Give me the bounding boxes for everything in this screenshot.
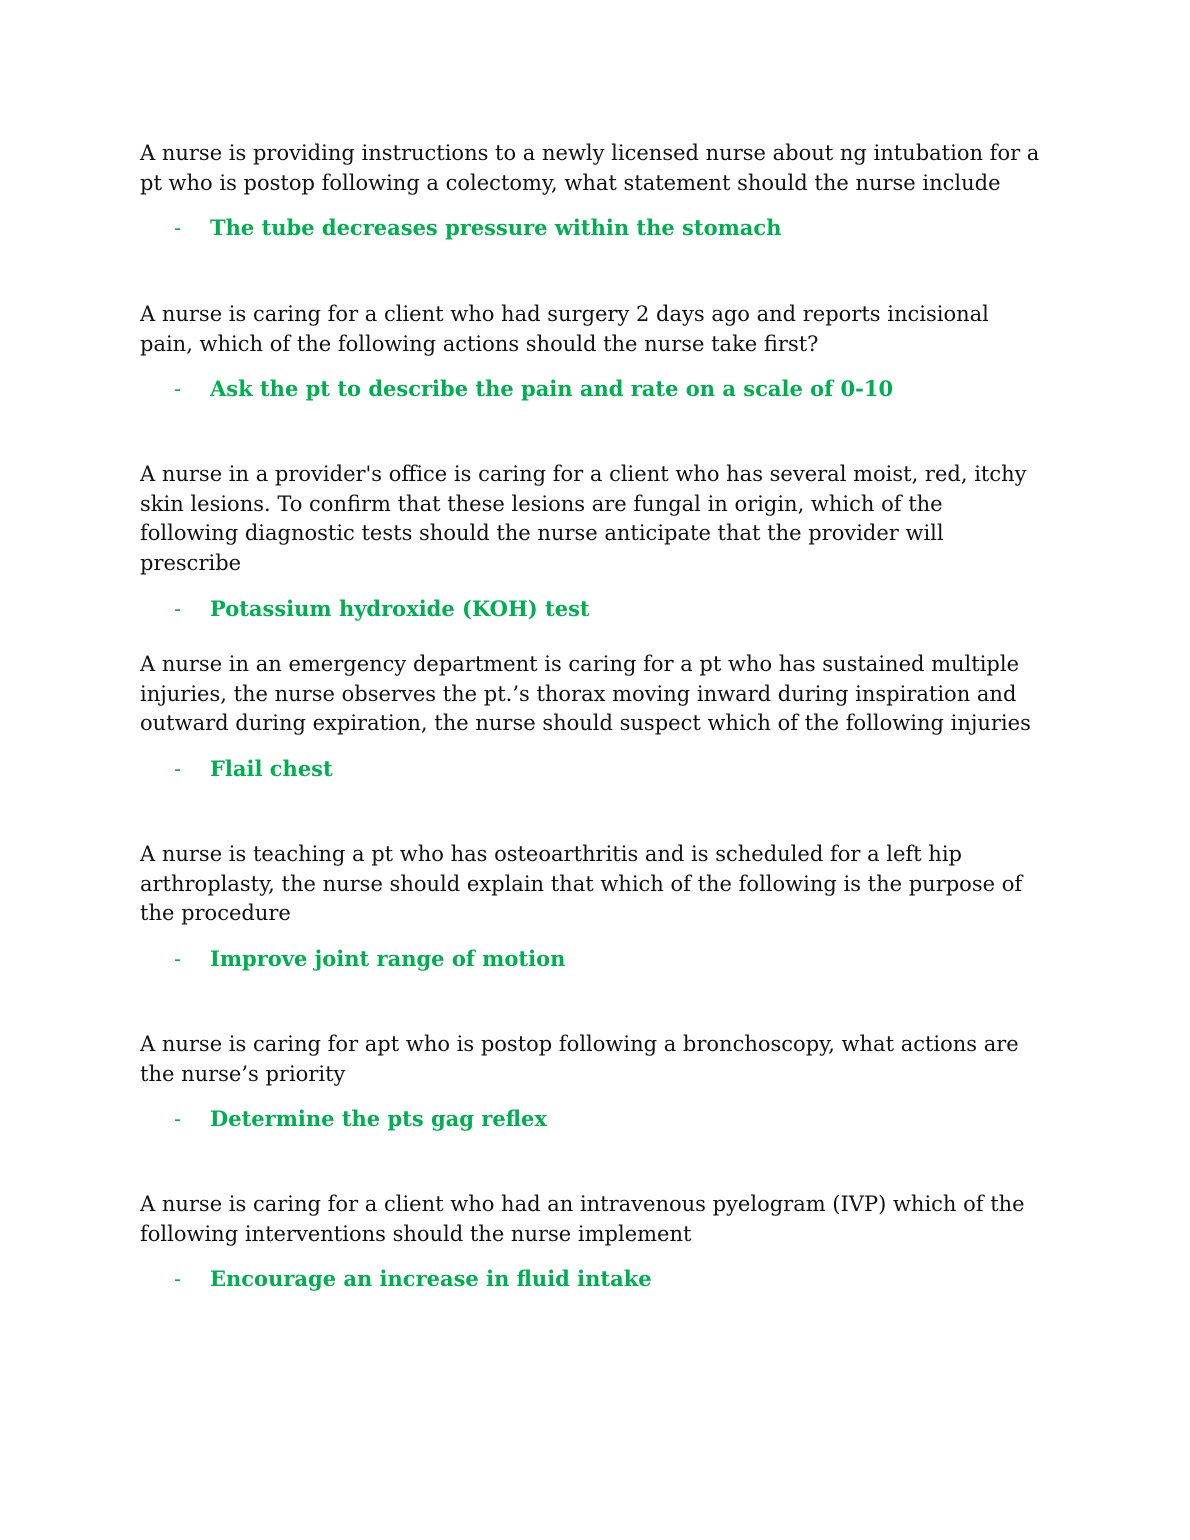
bullet-dash: - [174, 1267, 182, 1292]
qa-item [140, 1190, 1040, 1295]
answer-text: Ask the pt to describe the pain and rate on a scale of 0-10 [210, 376, 894, 402]
qa-item [140, 840, 1040, 975]
question-text: A nurse is providing instructions to a newly licensed nurse about ng intubation for a pt who is postop following a colectomy, what statement should the nurse include [140, 141, 1040, 195]
bullet-dash: - [174, 216, 182, 241]
answer-line [140, 593, 1040, 625]
answer-text: Encourage an increase in fluid intake [210, 1266, 652, 1292]
bullet-dash: - [174, 377, 182, 402]
answer-text: Determine the pts gag reflex [210, 1106, 547, 1132]
question-text: A nurse in a provider's office is caring for a client who has several moist, red, itchy skin lesions. To confirm that these lesions are fungal in origin, which of the following diagnostic tests should the nurse anticipate that the provider will prescribe [140, 462, 1027, 576]
answer-line [140, 373, 1040, 405]
question-text: A nurse in an emergency department is caring for a pt who has sustained multiple injuries, the nurse observes the pt.’s thorax moving inward during inspiration and outward during expiration, the nurse should suspect which of the following injuries [140, 652, 1031, 736]
question-text: A nurse is caring for a client who had an intravenous pyelogram (IVP) which of the following interventions should the nurse implement [140, 1192, 1025, 1246]
qa-item [140, 460, 1040, 625]
qa-item [140, 139, 1040, 244]
bullet-dash: - [174, 596, 182, 621]
bullet-dash: - [174, 757, 182, 782]
qa-item [140, 1030, 1040, 1135]
answer-line [140, 1263, 1040, 1295]
answer-text: The tube decreases pressure within the stomach [210, 215, 782, 241]
answer-line [140, 943, 1040, 975]
bullet-dash: - [174, 1107, 182, 1132]
question-text: A nurse is caring for a client who had surgery 2 days ago and reports incisional pain, which of the following actions should the nurse take first? [140, 302, 989, 356]
answer-text: Flail chest [210, 756, 333, 782]
answer-text: Improve joint range of motion [210, 946, 566, 972]
answer-line [140, 1103, 1040, 1135]
question-text: A nurse is caring for apt who is postop following a bronchoscopy, what actions are the nurse’s priority [140, 1032, 1019, 1086]
answer-text: Potassium hydroxide (KOH) test [210, 595, 590, 621]
answer-line [140, 753, 1040, 785]
qa-item [140, 300, 1040, 405]
answer-line [140, 212, 1040, 244]
question-text: A nurse is teaching a pt who has osteoarthritis and is scheduled for a left hip arthroplasty, the nurse should explain that which of the following is the purpose of the procedure [140, 842, 1023, 926]
bullet-dash: - [174, 947, 182, 972]
qa-item [140, 650, 1040, 785]
